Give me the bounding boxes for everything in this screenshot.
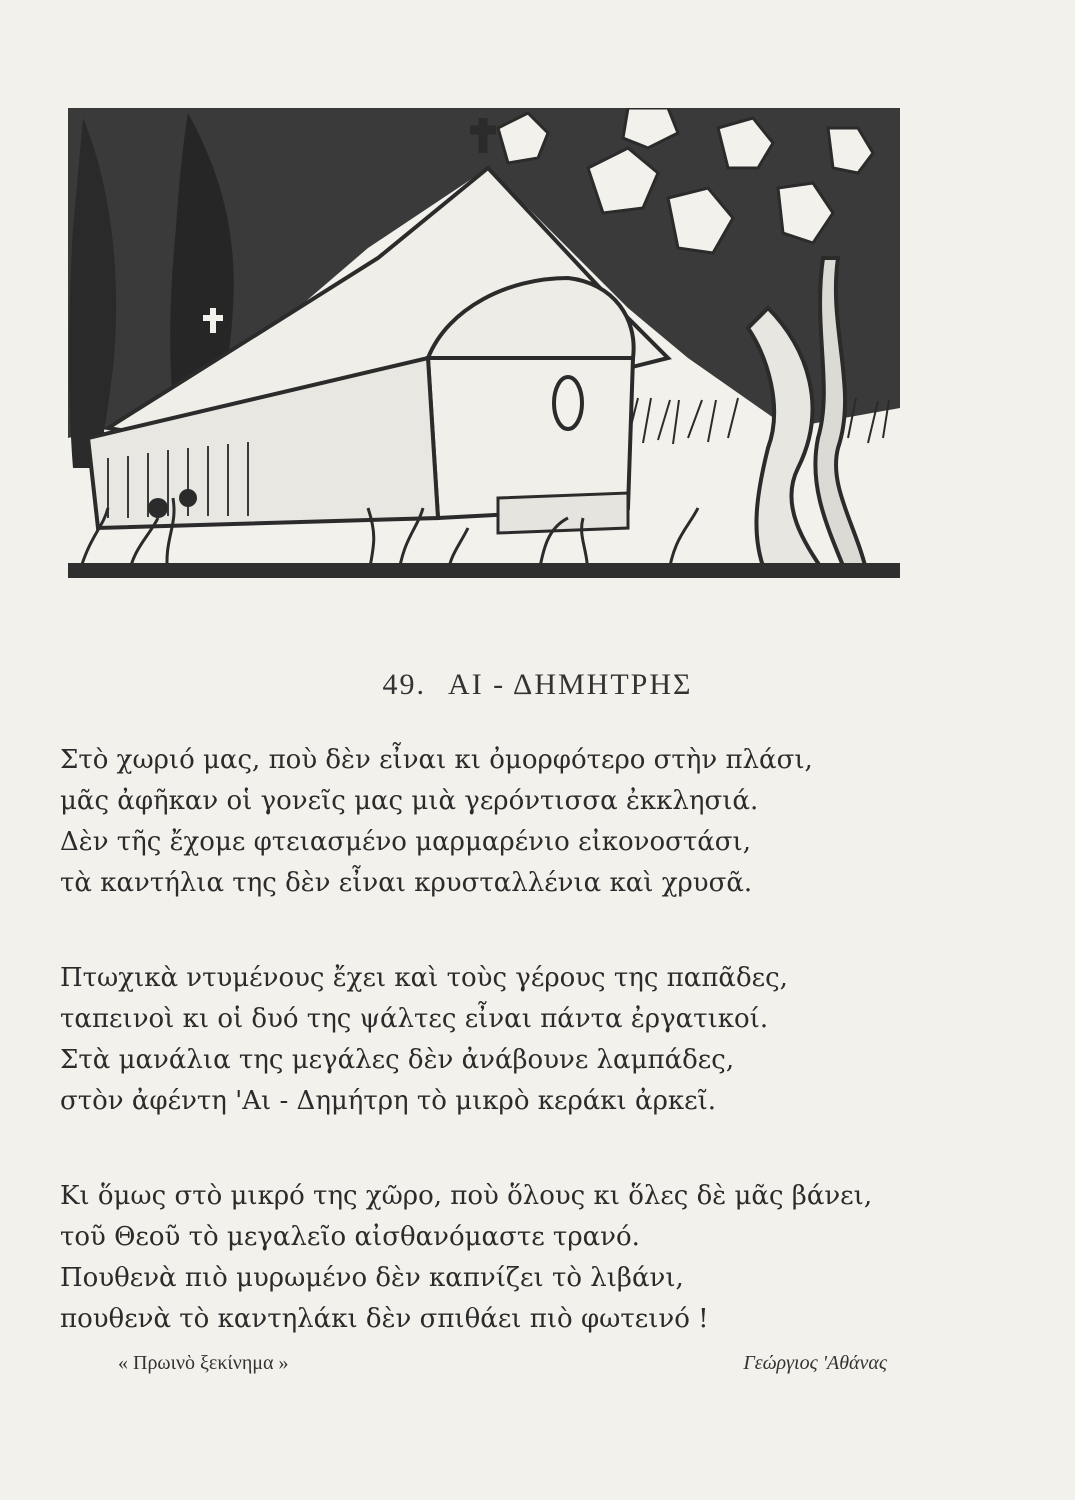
poem-line: τὰ καντήλια της δὲν εἶναι κρυσταλλένια καὶ χρυσᾶ. [60,868,753,898]
stanza [60,1176,910,1340]
poem-line: Δὲν τῆς ἔχομε φτειασμένο μαρμαρένιο εἰκονοστάσι, [60,827,752,857]
poem-line: Πτωχικὰ ντυμένους ἔχει καὶ τοὺς γέρους της παπᾶδες, [60,963,788,993]
poem-line: μᾶς ἀφῆκαν οἱ γονεῖς μας μιὰ γερόντισσα ἐκκλησιά. [60,786,759,816]
poem-line: πουθενὰ τὸ καντηλάκι δὲν σπιθάει πιὸ φωτεινό ! [60,1304,709,1334]
stanza [60,740,910,904]
poem-line: Στὸ χωριό μας, ποὺ δὲν εἶναι κι ὀμορφότερο στὴν πλάσι, [60,745,813,775]
stanza [60,958,910,1122]
poem-line: Κι ὅμως στὸ μικρό της χῶρο, ποὺ ὅλους κι ὅλες δὲ μᾶς βάνει, [60,1181,873,1211]
poem-title [0,668,1075,702]
poem-line: Πουθενὰ πιὸ μυρωμένο δὲν καπνίζει τὸ λιβάνι, [60,1263,684,1293]
chapel-illustration [68,108,900,578]
poem-body [60,740,910,1394]
author-name: Γεώργιος 'Αθάνας [743,1352,887,1374]
poem-title-text: ΑΙ - ΔΗΜΗΤΡΗΣ [448,668,693,701]
poem-line: στὸν ἀφέντη 'Αι - Δημήτρη τὸ μικρὸ κεράκι ἀρκεῖ. [60,1086,717,1116]
poem-line: τοῦ Θεοῦ τὸ μεγαλεῖο αἰσθανόμαστε τρανό. [60,1222,640,1252]
source-title: « Πρωινὸ ξεκίνημα » [118,1352,289,1374]
poem-number: 49. [382,668,427,701]
chapel-woodcut-icon [68,108,900,578]
poem-line: ταπεινοὶ κι οἱ δυό της ψάλτες εἶναι πάντα ἐργατικοί. [60,1004,769,1034]
poem-line: Στὰ μανάλια της μεγάλες δὲν ἀνάβουνε λαμπάδες, [60,1045,735,1075]
